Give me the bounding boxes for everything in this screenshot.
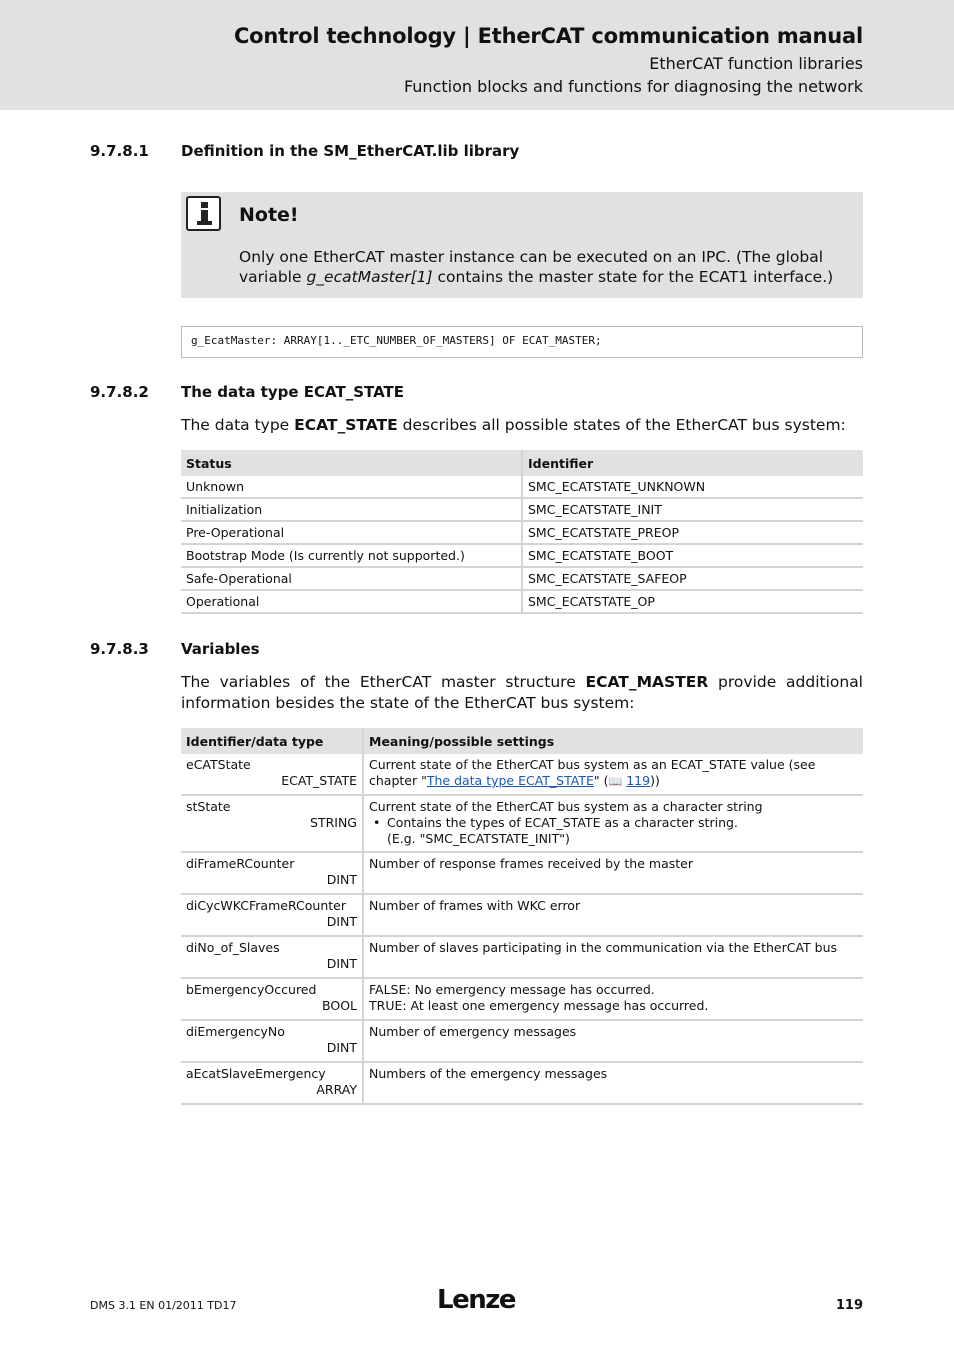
column-header: Meaning/possible settings [362,728,863,754]
table-row [181,1021,863,1063]
section-number: 9.7.8.2 [90,383,149,401]
section-number: 9.7.8.3 [90,640,149,658]
section-title: Function blocks and functions for diagnosing the network [403,77,863,96]
lenze-logo: Lenze [437,1285,515,1315]
meaning-cell: Number of slaves participating in the communication via the EtherCAT bus [362,937,863,979]
status-cell: Unknown [181,476,521,499]
table-row [181,979,863,1021]
page-header [0,0,954,110]
meaning-cell: Numbers of the emergency messages [362,1063,863,1105]
meaning-cell: FALSE: No emergency message has occurred. TRUE: At least one emergency message has occurred. [362,979,863,1021]
status-cell: Bootstrap Mode (Is currently not supported.) [181,545,521,568]
note-title: Note! [239,204,299,226]
identifier-cell: SMC_ECATSTATE_PREOP [521,522,863,545]
identifier-cell: diNo_of_Slaves DINT [181,937,362,979]
identifier-cell: diCycWKCFrameRCounter DINT [181,895,362,937]
meaning-cell: Number of response frames received by the master [362,853,863,895]
identifier-cell: diEmergencyNo DINT [181,1021,362,1063]
table-row [181,499,863,522]
table-row [181,591,863,614]
note-box [181,192,863,298]
chapter-link[interactable]: The data type ECAT_STATE [426,773,594,788]
ecat-state-table [181,450,863,614]
section-intro: The variables of the EtherCAT master structure ECAT_MASTER provide additional information besides the state of the EtherCAT bus system: [181,673,863,712]
page-number: 119 [835,1298,863,1313]
meaning-cell: Current state of the EtherCAT bus system as an ECAT_STATE value (see chapter "The data type ECAT_STATE" (📖 119)) [362,754,863,796]
identifier-cell: aEcatSlaveEmergency ARRAY [181,1063,362,1105]
table-row [181,937,863,979]
code-line: g_EcatMaster: ARRAY[1.._ETC_NUMBER_OF_MASTERS] OF ECAT_MASTER; [191,334,602,347]
book-icon: 📖 [608,775,623,788]
identifier-cell: stState STRING [181,796,362,853]
table-row [181,476,863,499]
status-cell: Pre-Operational [181,522,521,545]
status-cell: Operational [181,591,521,614]
identifier-cell: SMC_ECATSTATE_INIT [521,499,863,522]
meaning-cell: Number of frames with WKC error [362,895,863,937]
identifier-cell: SMC_ECATSTATE_OP [521,591,863,614]
section-heading: Variables [181,640,260,658]
status-cell: Initialization [181,499,521,522]
column-header: Identifier/data type [181,728,362,754]
table-row [181,1063,863,1105]
identifier-cell: SMC_ECATSTATE_BOOT [521,545,863,568]
identifier-cell: eCATState ECAT_STATE [181,754,362,796]
document-id: DMS 3.1 EN 01/2011 TD17 [90,1299,237,1312]
section-heading: Definition in the SM_EtherCAT.lib library [181,142,520,160]
table-row [181,853,863,895]
meaning-cell: Current state of the EtherCAT bus system as a character string • Contains the types of ECAT_STATE as a character string. (E.g. "SMC_ECATSTATE_INIT") [362,796,863,853]
table-row [181,754,863,796]
identifier-cell: bEmergencyOccured BOOL [181,979,362,1021]
variables-table [181,728,863,1105]
table-row [181,568,863,591]
section-intro: The data type ECAT_STATE describes all possible states of the EtherCAT bus system: [181,416,846,434]
table-row [181,895,863,937]
identifier-cell: SMC_ECATSTATE_SAFEOP [521,568,863,591]
table-row [181,545,863,568]
manual-title: Control technology | EtherCAT communication manual [233,24,863,48]
identifier-cell: diFrameRCounter DINT [181,853,362,895]
column-header: Identifier [521,450,863,476]
status-cell: Safe-Operational [181,568,521,591]
section-number: 9.7.8.1 [90,142,149,160]
identifier-cell: SMC_ECATSTATE_UNKNOWN [521,476,863,499]
note-text: Only one EtherCAT master instance can be executed on an IPC. (The global variable g_ecatMaster[1] contains the master state for the ECAT1 interface.) [239,248,834,286]
note-variable: g_ecatMaster[1] [306,268,433,286]
code-block [181,326,863,358]
meaning-cell: Number of emergency messages [362,1021,863,1063]
page-ref-link[interactable]: 119 [626,773,651,788]
table-row [181,796,863,853]
table-row [181,522,863,545]
section-heading: The data type ECAT_STATE [181,383,404,401]
info-icon [186,196,221,231]
column-header: Status [181,450,521,476]
chapter-title: EtherCAT function libraries [649,54,863,73]
